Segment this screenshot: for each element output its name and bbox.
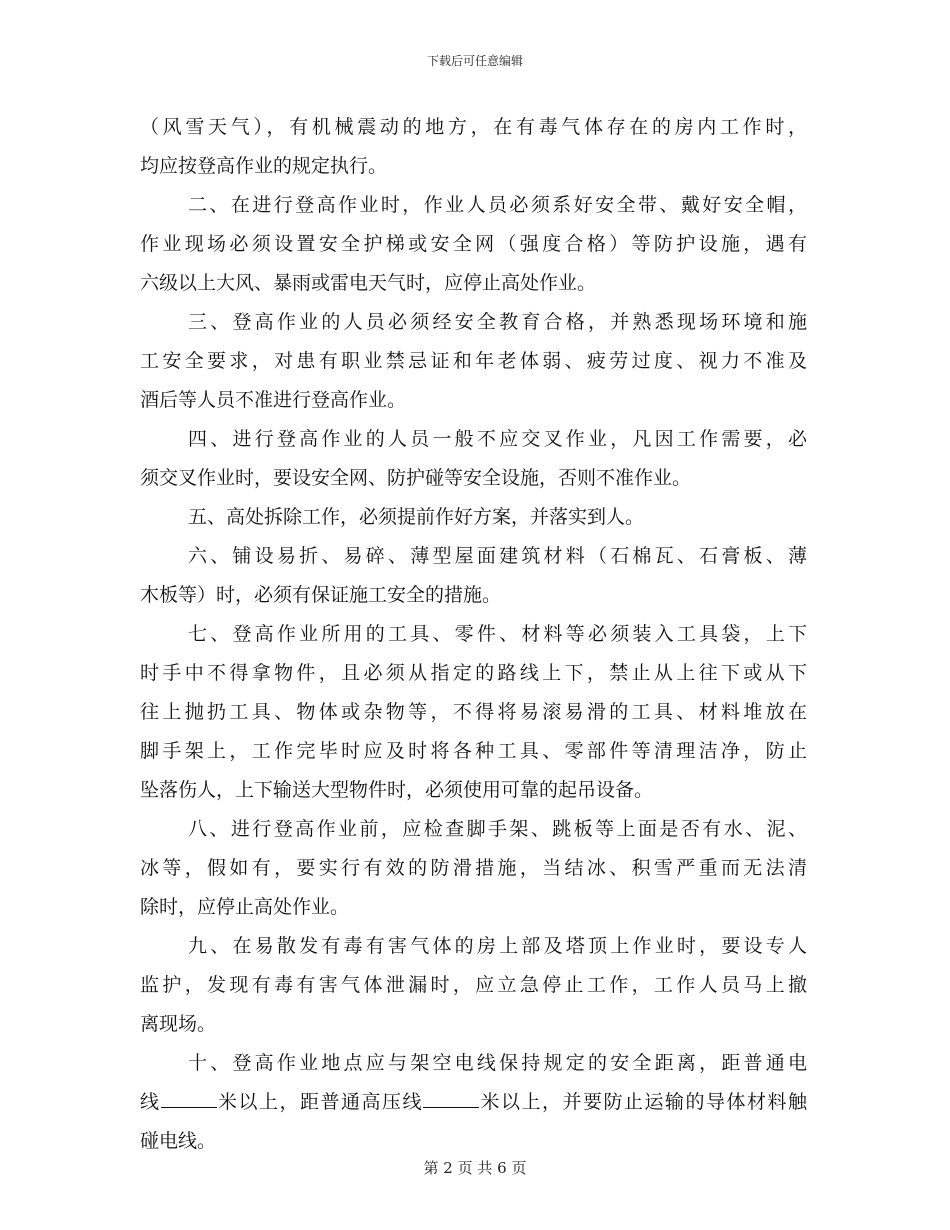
- fill-in-blank: [161, 1089, 217, 1108]
- text-line: 坠落伤人，上下输送大型物件时，必须使用可靠的起吊设备。: [140, 779, 654, 801]
- page-number: 第 2 页 共 6 页: [423, 1159, 527, 1177]
- paragraph-item-10: [140, 1044, 807, 1161]
- text-segment: 米以上，并要防止运输的导体材料触: [478, 1091, 807, 1113]
- text-line: 酒后等人员不准进行登高作业。: [140, 389, 407, 411]
- text-line: 时手中不得拿物件，且必须从指定的路线上下，禁止从上往下或从下: [140, 662, 807, 684]
- paragraph-item-2: [140, 186, 807, 303]
- paragraph-item-6: [140, 537, 807, 615]
- text-line: 三、登高作业的人员必须经安全教育合格，并熟悉现场环境和施: [188, 311, 807, 333]
- text-line: 六级以上大风、暴雨或雷电天气时，应停止高处作业。: [140, 272, 597, 294]
- text-line: 监护，发现有毒有害气体泄漏时，应立急停止工作，工作人员马上撤: [140, 974, 807, 996]
- text-line: 往上抛扔工具、物体或杂物等，不得将易滚易滑的工具、材料堆放在: [140, 701, 807, 723]
- paragraph-item-7: [140, 615, 807, 810]
- text-line: 脚手架上，工作完毕时应及时将各种工具、零部件等清理洁净，防止: [140, 740, 807, 762]
- paragraph-item-8: [140, 810, 807, 927]
- text-segment: 线: [140, 1091, 161, 1113]
- text-line: 除时，应停止高处作业。: [140, 896, 350, 918]
- text-line: 冰等，假如有，要实行有效的防滑措施，当结冰、积雪严重而无法清: [140, 857, 807, 879]
- text-line: 十、登高作业地点应与架空电线保持规定的安全距离，距普通电: [188, 1052, 807, 1074]
- text-line: 八、进行登高作业前，应检查脚手架、跳板等上面是否有水、泥、: [188, 818, 807, 840]
- text-line: 四、进行登高作业的人员一般不应交叉作业，凡因工作需要，必: [188, 428, 807, 450]
- text-line: 七、登高作业所用的工具、零件、材料等必须装入工具袋，上下: [188, 623, 807, 645]
- paragraph-item-5: [140, 498, 807, 537]
- text-line: 九、在易散发有毒有害气体的房上部及塔顶上作业时，要设专人: [188, 935, 807, 957]
- text-line: 五、高处拆除工作，必须提前作好方案，并落实到人。: [188, 506, 645, 528]
- text-line: 木板等）时，必须有保证施工安全的措施。: [140, 584, 502, 606]
- text-line: 六、铺设易折、易碎、薄型屋面建筑材料（石棉瓦、石膏板、薄: [188, 545, 807, 567]
- document-body: [140, 108, 807, 1161]
- paragraph-item-3: [140, 303, 807, 420]
- text-line: 作业现场必须设置安全护梯或安全网（强度合格）等防护设施，遇有: [140, 233, 807, 255]
- text-line-with-blanks: [140, 1083, 807, 1122]
- text-line: 均应按登高作业的规定执行。: [140, 155, 388, 177]
- text-line: 须交叉作业时，要设安全网、防护碰等安全设施，否则不准作业。: [140, 467, 692, 489]
- text-line: 离现场。: [140, 1013, 217, 1035]
- text-line: 碰电线。: [140, 1130, 217, 1152]
- paragraph-continuation: [140, 108, 807, 186]
- paragraph-item-9: [140, 927, 807, 1044]
- text-line: 工安全要求，对患有职业禁忌证和年老体弱、疲劳过度、视力不准及: [140, 350, 807, 372]
- paragraph-item-4: [140, 420, 807, 498]
- text-segment: 米以上，距普通高压线: [216, 1091, 423, 1113]
- page-header: 下载后可任意编辑: [426, 54, 523, 68]
- fill-in-blank: [423, 1089, 479, 1108]
- text-line: （风雪天气），有机械震动的地方，在有毒气体存在的房内工作时，: [140, 116, 807, 138]
- text-line: 二、在进行登高作业时，作业人员必须系好安全带、戴好安全帽，: [188, 194, 807, 216]
